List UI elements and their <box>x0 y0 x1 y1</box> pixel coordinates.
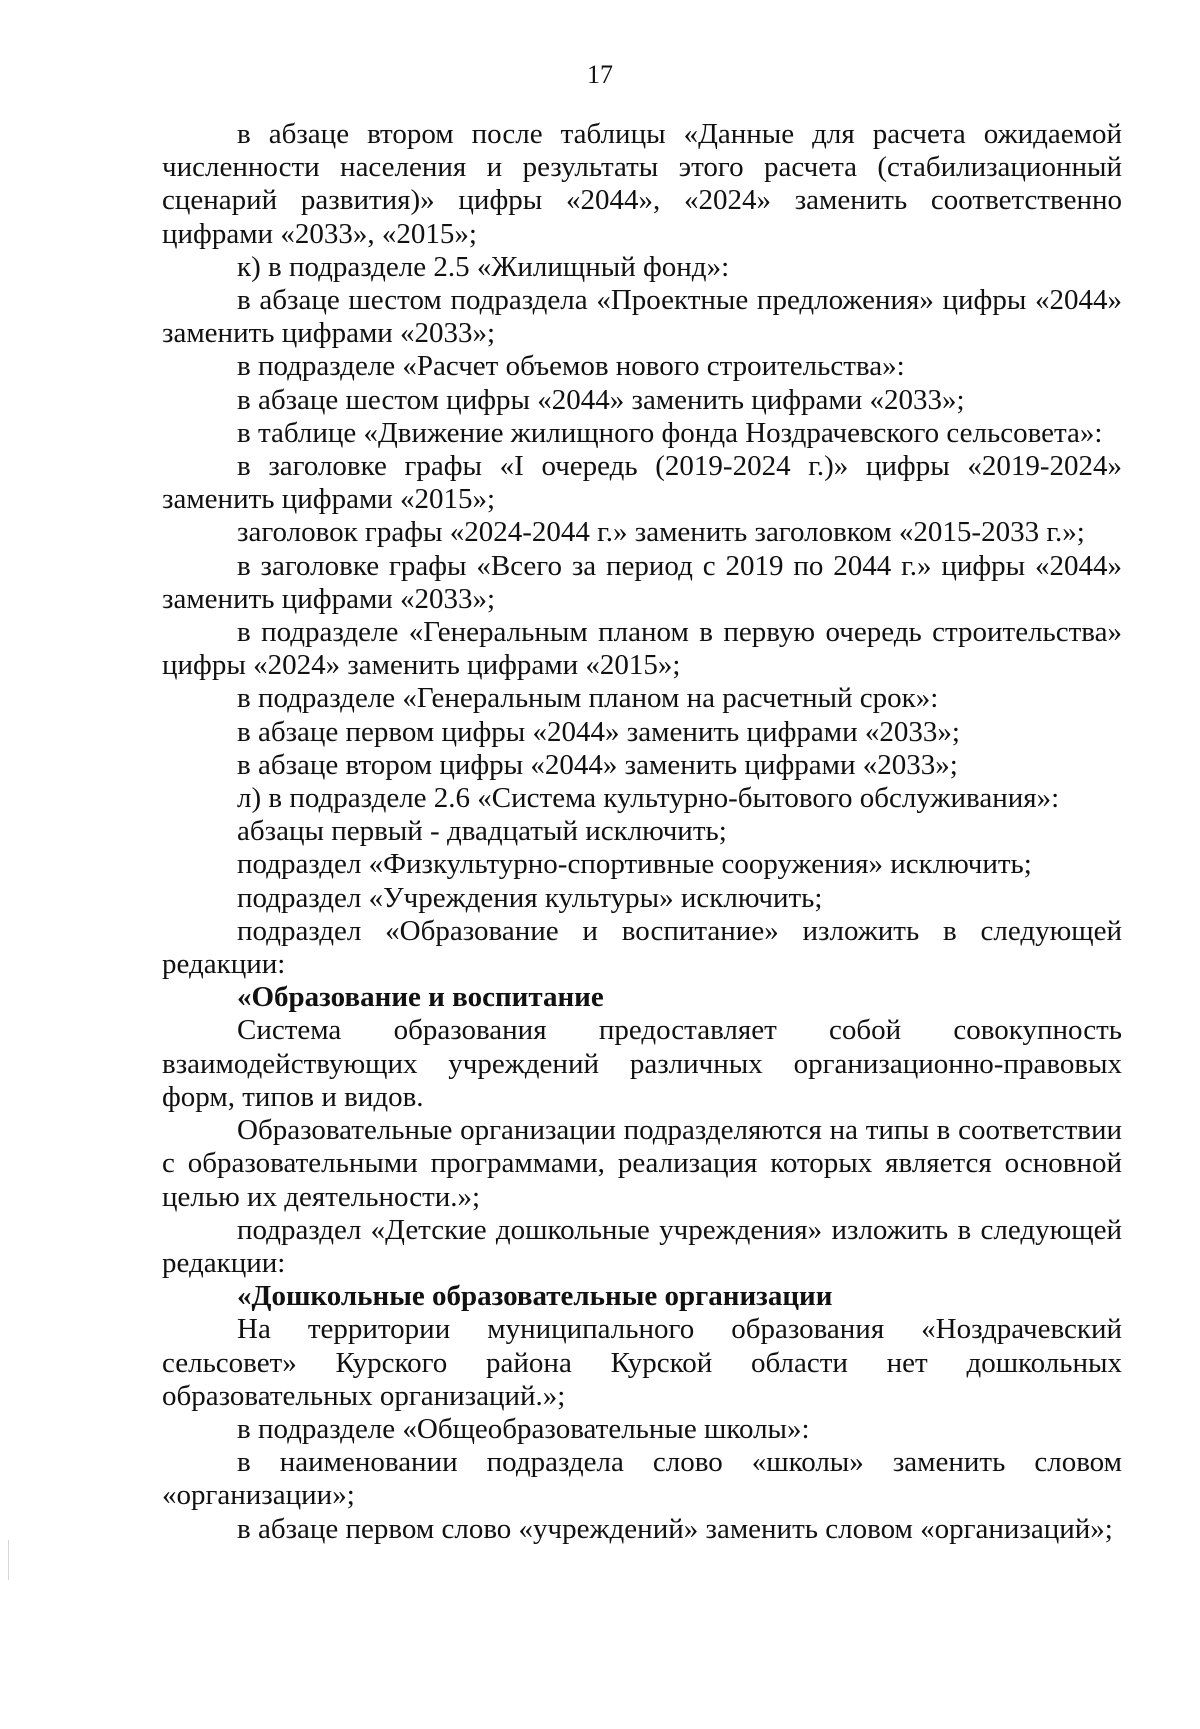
paragraph: в абзаце втором после таблицы «Данные для расчета ожидаемой численности населения и результаты этого расчета (стабилизационный сценарий развития)» цифры «2044», «2024» заменить соответственно цифрами «2033», «2015»; <box>162 118 1122 250</box>
paragraph: подраздел «Учреждения культуры» исключить; <box>237 881 823 914</box>
paragraph: в подразделе «Расчет объемов нового строительства»: <box>237 350 905 383</box>
paragraph: в заголовке графы «Всего за период с 2019 по 2044 г.» цифры «2044» заменить цифрами «2033»; <box>162 549 1122 615</box>
section-heading: «Образование и воспитание <box>237 981 604 1014</box>
scan-artifact <box>8 1540 9 1580</box>
paragraph: в подразделе «Общеобразовательные школы»: <box>237 1412 810 1445</box>
paragraph: в абзаце первом цифры «2044» заменить цифрами «2033»; <box>237 715 960 748</box>
paragraph: в подразделе «Генеральным планом в первую очередь строительства» цифры «2024» заменить цифрами «2015»; <box>162 616 1122 682</box>
document-body <box>162 118 1122 1546</box>
paragraph: заголовок графы «2024-2044 г.» заменить заголовком «2015-2033 г.»; <box>237 516 1085 549</box>
paragraph: л) в подразделе 2.6 «Система культурно-бытового обслуживания»: <box>237 782 1060 815</box>
paragraph: в абзаце первом слово «учреждений» заменить словом «организаций»; <box>237 1512 1113 1545</box>
paragraph: в подразделе «Генеральным планом на расчетный срок»: <box>237 682 939 715</box>
section-heading: «Дошкольные образовательные организации <box>237 1280 833 1313</box>
paragraph: Образовательные организации подразделяются на типы в соответствии с образовательными программами, реализация которых является основной целью их деятельности.»; <box>162 1114 1122 1213</box>
paragraph: Система образования предоставляет собой совокупность взаимодействующих учреждений различных организационно-правовых форм, типов и видов. <box>162 1014 1122 1113</box>
paragraph: в таблице «Движение жилищного фонда Ноздрачевского сельсовета»: <box>237 416 1103 449</box>
paragraph: абзацы первый - двадцатый исключить; <box>237 815 727 848</box>
paragraph: подраздел «Детские дошкольные учреждения» изложить в следующей редакции: <box>162 1213 1122 1279</box>
paragraph: в абзаце втором цифры «2044» заменить цифрами «2033»; <box>237 748 958 781</box>
paragraph: в абзаце шестом цифры «2044» заменить цифрами «2033»; <box>237 383 965 416</box>
paragraph: подраздел «Образование и воспитание» изложить в следующей редакции: <box>162 914 1122 981</box>
paragraph: к) в подразделе 2.5 «Жилищный фонд»: <box>237 250 730 283</box>
paragraph: На территории муниципального образования «Ноздрачевский сельсовет» Курского района Курской области нет дошкольных образовательных организаций.»; <box>162 1313 1122 1412</box>
paragraph: в абзаце шестом подраздела «Проектные предложения» цифры «2044» заменить цифрами «2033»; <box>162 284 1122 350</box>
paragraph: в наименовании подраздела слово «школы» заменить словом «организации»; <box>162 1446 1122 1512</box>
page-number: 17 <box>587 60 613 89</box>
paragraph: в заголовке графы «I очередь (2019-2024 г.)» цифры «2019-2024» заменить цифрами «2015»; <box>162 450 1122 516</box>
paragraph: подраздел «Физкультурно-спортивные сооружения» исключить; <box>237 848 1032 881</box>
